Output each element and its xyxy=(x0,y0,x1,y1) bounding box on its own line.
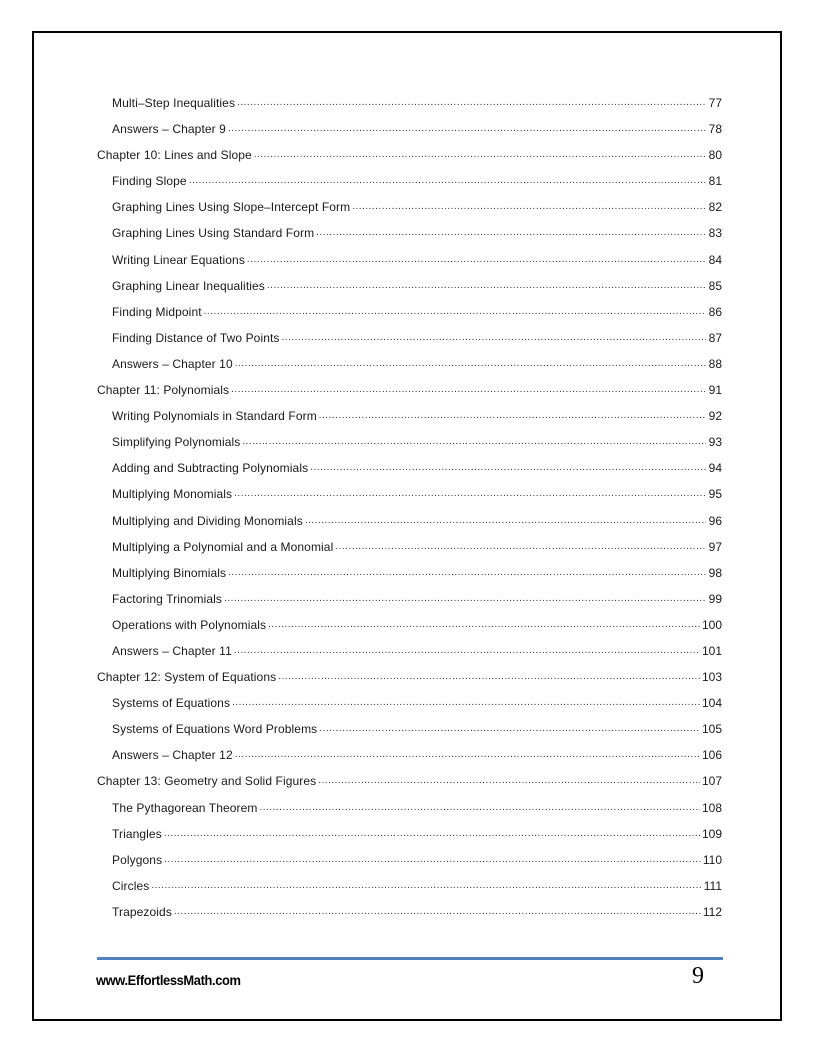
toc-dot-leader xyxy=(316,223,706,237)
toc-section-entry[interactable] xyxy=(97,589,722,615)
footer-divider xyxy=(97,957,723,960)
toc-dot-leader xyxy=(174,902,701,916)
toc-dot-leader xyxy=(228,119,706,133)
toc-entry-page-number: 99 xyxy=(708,591,722,606)
toc-dot-leader xyxy=(234,484,706,498)
toc-entry-page-number: 110 xyxy=(702,852,722,867)
toc-dot-leader xyxy=(234,641,700,655)
toc-dot-leader xyxy=(278,667,700,681)
toc-entry-title: Writing Linear Equations xyxy=(112,252,245,267)
toc-entry-title: Chapter 11: Polynomials xyxy=(97,383,230,398)
toc-entry-page-number: 82 xyxy=(708,200,722,215)
toc-section-entry[interactable] xyxy=(97,458,722,484)
toc-entry-title: Adding and Subtracting Polynomials xyxy=(112,461,309,476)
toc-section-entry[interactable] xyxy=(97,719,722,745)
toc-entry-page-number: 106 xyxy=(701,748,722,763)
toc-dot-leader xyxy=(267,276,706,290)
toc-chapter-entry[interactable] xyxy=(97,771,722,797)
toc-section-entry[interactable] xyxy=(97,511,722,537)
toc-entry-page-number: 96 xyxy=(708,513,722,528)
toc-entry-title: Multiplying Monomials xyxy=(112,487,233,502)
toc-entry-title: Answers – Chapter 11 xyxy=(112,643,232,658)
toc-entry-page-number: 92 xyxy=(708,409,722,424)
toc-dot-leader xyxy=(247,250,706,264)
toc-dot-leader xyxy=(204,302,706,316)
toc-entry-title: Multiplying and Dividing Monomials xyxy=(112,513,303,528)
toc-entry-page-number: 87 xyxy=(708,330,722,345)
toc-dot-leader xyxy=(164,824,700,838)
toc-entry-title: Writing Polynomials in Standard Form xyxy=(112,409,317,424)
toc-dot-leader xyxy=(254,145,706,159)
toc-entry-title: Multiplying a Polynomial and a Monomial xyxy=(112,539,334,554)
toc-entry-title: Circles xyxy=(112,878,150,893)
toc-section-entry[interactable] xyxy=(97,93,722,119)
toc-entry-page-number: 80 xyxy=(708,148,722,163)
toc-entry-page-number: 103 xyxy=(701,670,722,685)
toc-section-entry[interactable] xyxy=(97,824,722,850)
toc-entry-page-number: 98 xyxy=(708,565,722,580)
toc-section-entry[interactable] xyxy=(97,902,722,928)
toc-section-entry[interactable] xyxy=(97,563,722,589)
toc-dot-leader xyxy=(260,798,700,812)
toc-section-entry[interactable] xyxy=(97,484,722,510)
toc-entry-title: Chapter 10: Lines and Slope xyxy=(97,148,252,163)
toc-entry-title: Systems of Equations xyxy=(112,696,231,711)
toc-entry-page-number: 104 xyxy=(701,696,722,711)
toc-entry-page-number: 95 xyxy=(708,487,722,502)
toc-entry-title: Answers – Chapter 12 xyxy=(112,748,233,763)
footer-website-url: www.EffortlessMath.com xyxy=(96,972,241,988)
toc-entry-title: Finding Midpoint xyxy=(112,304,202,319)
toc-entry-title: Multiplying Binomials xyxy=(112,565,227,580)
toc-chapter-entry[interactable] xyxy=(97,145,722,171)
toc-dot-leader xyxy=(319,719,700,733)
toc-section-entry[interactable] xyxy=(97,537,722,563)
toc-chapter-entry[interactable] xyxy=(97,380,722,406)
document-page xyxy=(32,31,782,1021)
toc-section-entry[interactable] xyxy=(97,850,722,876)
toc-section-entry[interactable] xyxy=(97,328,722,354)
toc-entry-page-number: 108 xyxy=(701,800,722,815)
toc-entry-title: Answers – Chapter 9 xyxy=(112,122,226,137)
toc-section-entry[interactable] xyxy=(97,406,722,432)
toc-section-entry[interactable] xyxy=(97,171,722,197)
toc-dot-leader xyxy=(335,537,706,551)
footer-page-number: 9 xyxy=(692,963,704,989)
toc-entry-page-number: 93 xyxy=(708,435,722,450)
toc-dot-leader xyxy=(231,380,706,394)
toc-entry-page-number: 83 xyxy=(708,226,722,241)
toc-entry-page-number: 94 xyxy=(708,461,722,476)
toc-dot-leader xyxy=(305,511,706,525)
toc-entry-title: Multi–Step Inequalities xyxy=(112,96,236,110)
toc-section-entry[interactable] xyxy=(97,432,722,458)
toc-entry-title: Simplifying Polynomials xyxy=(112,435,241,450)
toc-section-entry[interactable] xyxy=(97,354,722,380)
toc-entry-title: The Pythagorean Theorem xyxy=(112,800,258,815)
toc-dot-leader xyxy=(151,876,701,890)
toc-section-entry[interactable] xyxy=(97,276,722,302)
toc-section-entry[interactable] xyxy=(97,876,722,902)
toc-entry-page-number: 91 xyxy=(708,383,722,398)
toc-section-entry[interactable] xyxy=(97,798,722,824)
toc-dot-leader xyxy=(228,563,706,577)
toc-entry-page-number: 78 xyxy=(708,122,722,137)
toc-dot-leader xyxy=(352,197,706,211)
toc-entry-page-number: 86 xyxy=(708,304,722,319)
toc-dot-leader xyxy=(282,328,706,342)
toc-entry-page-number: 112 xyxy=(702,904,722,919)
toc-dot-leader xyxy=(235,745,700,759)
toc-entry-page-number: 84 xyxy=(708,252,722,267)
toc-entry-page-number: 81 xyxy=(708,174,722,189)
toc-section-entry[interactable] xyxy=(97,615,722,641)
toc-section-entry[interactable] xyxy=(97,223,722,249)
toc-dot-leader xyxy=(224,589,706,603)
toc-section-entry[interactable] xyxy=(97,119,722,145)
toc-entry-page-number: 107 xyxy=(701,774,722,789)
toc-entry-page-number: 85 xyxy=(708,278,722,293)
toc-entry-page-number: 97 xyxy=(708,539,722,554)
toc-dot-leader xyxy=(164,850,701,864)
toc-dot-leader xyxy=(189,171,706,185)
toc-entry-title: Graphing Linear Inequalities xyxy=(112,278,265,293)
toc-entry-title: Finding Distance of Two Points xyxy=(112,330,280,345)
toc-section-entry[interactable] xyxy=(97,250,722,276)
toc-entry-title: Chapter 13: Geometry and Solid Figures xyxy=(97,774,317,789)
toc-entry-title: Operations with Polynomials xyxy=(112,617,267,632)
table-of-contents xyxy=(97,93,722,928)
toc-entry-title: Triangles xyxy=(112,826,162,841)
toc-dot-leader xyxy=(237,93,706,107)
toc-entry-title: Finding Slope xyxy=(112,174,187,189)
toc-dot-leader xyxy=(242,432,706,446)
toc-section-entry[interactable] xyxy=(97,745,722,771)
toc-entry-title: Graphing Lines Using Standard Form xyxy=(112,226,315,241)
toc-section-entry[interactable] xyxy=(97,641,722,667)
toc-dot-leader xyxy=(268,615,700,629)
toc-entry-title: Chapter 12: System of Equations xyxy=(97,670,277,685)
toc-section-entry[interactable] xyxy=(97,302,722,328)
toc-dot-leader xyxy=(318,771,700,785)
toc-entry-title: Systems of Equations Word Problems xyxy=(112,722,318,737)
toc-entry-title: Factoring Trinomials xyxy=(112,591,223,606)
toc-dot-leader xyxy=(235,354,706,368)
toc-entry-title: Answers – Chapter 10 xyxy=(112,356,233,371)
toc-dot-leader xyxy=(319,406,706,420)
toc-dot-leader xyxy=(310,458,706,472)
toc-entry-title: Graphing Lines Using Slope–Intercept Form xyxy=(112,200,351,215)
toc-entry-title: Polygons xyxy=(112,852,163,867)
toc-entry-page-number: 111 xyxy=(703,878,722,893)
toc-entry-page-number: 88 xyxy=(708,356,722,371)
toc-entry-page-number: 101 xyxy=(701,643,722,658)
toc-section-entry[interactable] xyxy=(97,693,722,719)
toc-entry-page-number: 100 xyxy=(701,617,722,632)
toc-dot-leader xyxy=(232,693,700,707)
toc-entry-page-number: 109 xyxy=(701,826,722,841)
toc-entry-page-number: 77 xyxy=(708,96,722,110)
toc-entry-page-number: 105 xyxy=(701,722,722,737)
toc-chapter-entry[interactable] xyxy=(97,667,722,693)
toc-section-entry[interactable] xyxy=(97,197,722,223)
toc-entry-title: Trapezoids xyxy=(112,904,172,919)
